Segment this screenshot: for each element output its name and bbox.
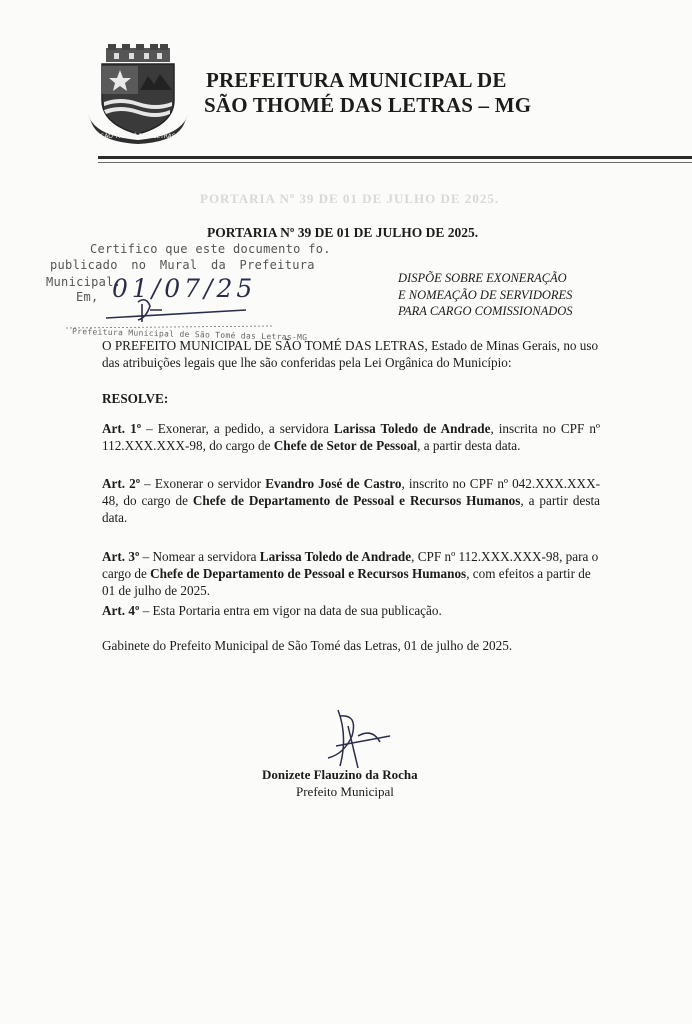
article-3-label: Art. 3º <box>102 549 140 564</box>
article-4-label: Art. 4º <box>102 603 140 618</box>
preamble: O PREFEITO MUNICIPAL DE SÃO TOMÉ DAS LETRAS, Estado de Minas Gerais, no uso das atribuições legais que lhe são conferidas pela Lei Orgânica do Município: <box>102 338 599 370</box>
header-divider-thick <box>98 156 692 159</box>
article-2-role: Chefe de Departamento de Pessoal e Recursos Humanos <box>192 493 521 508</box>
ementa-line2: E NOMEAÇÃO DE SERVIDORES <box>398 287 573 302</box>
ementa <box>398 270 603 320</box>
article-3: Art. 3º – Nomear a servidora Larissa Toledo de Andrade, CPF nº 112.XXX.XXX-98, para o cargo de Chefe de Departamento de Pessoal e Recursos Humanos, com efeitos a partir de 01 de julho de 2025. <box>102 549 599 598</box>
stamp-line3: Municipal. <box>46 275 122 289</box>
article-4: Art. 4º – Esta Portaria entra em vigor na data de sua publicação. <box>102 603 442 618</box>
show-through-text: PORTARIA Nº 39 DE 01 DE JULHO DE 2025. <box>200 191 500 206</box>
article-1-name: Larissa Toledo de Andrade <box>333 421 491 436</box>
signatory-role: Prefeito Municipal <box>296 784 394 799</box>
article-2: Art. 2º – Exonerar o servidor Evandro José de Castro, inscrito no CPF nº 042.XXX.XXX-48, do cargo de Chefe de Departamento de Pessoal e Recursos Humanos, a partir desta data. <box>102 476 600 525</box>
stamp-line4: Em, <box>76 290 99 304</box>
ementa-line1: DISPÕE SOBRE EXONERAÇÃO <box>398 271 567 285</box>
article-2-name: Evandro José de Castro <box>265 476 402 491</box>
portaria-title: PORTARIA Nº 39 DE 01 DE JULHO DE 2025. <box>207 225 479 240</box>
mayor-signature-scribble <box>318 706 408 776</box>
gabinete-line: Gabinete do Prefeito Municipal de São Tomé das Letras, 01 de julho de 2025. <box>102 638 513 653</box>
article-2-label: Art. 2º <box>102 476 141 491</box>
header-title-line1: PREFEITURA MUNICIPAL DE <box>206 68 507 92</box>
resolve-heading: RESOLVE: <box>102 391 169 406</box>
article-3-name: Larissa Toledo de Andrade <box>259 549 412 564</box>
publication-stamp <box>46 240 331 350</box>
article-3-role: Chefe de Departamento de Pessoal e Recursos Humanos <box>150 566 467 581</box>
stamp-line1: Certifico que este documento fo. <box>90 242 331 256</box>
header-divider-thin <box>98 162 692 163</box>
article-1: Art. 1º – Exonerar, a pedido, a servidora Larissa Toledo de Andrade, inscrita no CPF nº 112.XXX.XXX-98, do cargo de Chefe de Setor de Pessoal, a partir desta data. <box>102 421 601 453</box>
municipality-header <box>206 68 531 118</box>
ementa-line3: PARA CARGO COMISSIONADOS <box>398 304 573 318</box>
crest-banner-text: SÃO THOMÉ DAS LETRAS <box>100 133 176 140</box>
stamp-footer: Prefeitura Municipal de São Tomé das Letras-MG <box>71 326 308 343</box>
municipal-crest-icon <box>84 44 192 144</box>
stamp-handwritten-date: 01/07/25 <box>112 274 257 303</box>
stamp-line2: publicado no Mural da Prefeitura <box>50 258 315 272</box>
article-1-label: Art. 1º <box>102 421 142 436</box>
signatory-name: Donizete Flauzino da Rocha <box>262 767 418 782</box>
header-title-line2: SÃO THOMÉ DAS LETRAS – MG <box>204 93 532 117</box>
article-1-role: Chefe de Setor de Pessoal <box>273 438 418 453</box>
